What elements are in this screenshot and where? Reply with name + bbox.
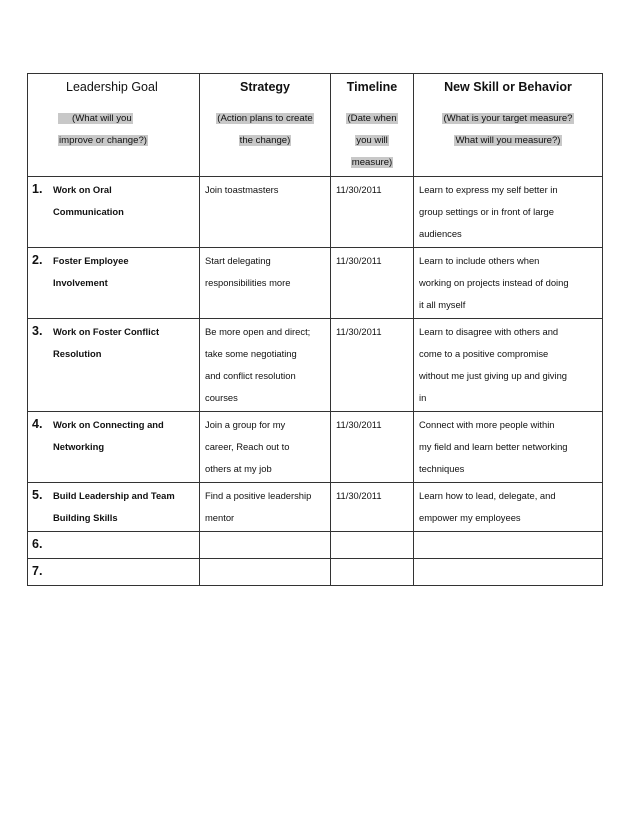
timeline-cell	[331, 483, 414, 532]
skill-text: working on projects instead of doing	[419, 277, 569, 288]
table-row	[28, 248, 603, 319]
header-goal-title: Leadership Goal	[66, 80, 158, 94]
goal-text: Resolution	[53, 348, 102, 359]
header-skill-title: New Skill or Behavior	[444, 80, 572, 94]
goal-text: Work on Oral	[53, 184, 112, 195]
header-goal-sub1: (What will you	[58, 113, 133, 124]
goal-cell	[28, 319, 200, 412]
strategy-text: Be more open and direct;	[205, 326, 311, 337]
goal-cell	[28, 532, 200, 559]
row-number: 1.	[32, 182, 43, 196]
skill-text: audiences	[419, 228, 462, 239]
header-goal-sub2: improve or change?)	[59, 135, 147, 146]
strategy-text: responsibilities more	[205, 277, 291, 288]
row-number: 4.	[32, 417, 43, 431]
strategy-cell	[200, 412, 331, 483]
skill-cell	[414, 319, 603, 412]
row-number: 3.	[32, 324, 43, 338]
goal-text: Involvement	[53, 277, 108, 288]
skill-cell	[414, 177, 603, 248]
timeline-date: 11/30/2011	[336, 326, 382, 337]
skill-text: empower my employees	[419, 512, 521, 523]
goal-cell	[28, 248, 200, 319]
table-row	[28, 412, 603, 483]
strategy-text: Start delegating	[205, 255, 271, 266]
row-number: 7.	[32, 564, 43, 578]
skill-text: techniques	[419, 463, 465, 474]
strategy-text: career, Reach out to	[205, 441, 290, 452]
strategy-cell	[200, 559, 331, 586]
strategy-cell	[200, 177, 331, 248]
skill-text: it all myself	[419, 299, 466, 310]
skill-cell	[414, 412, 603, 483]
skill-text: group settings or in front of large	[419, 206, 554, 217]
timeline-date: 11/30/2011	[336, 184, 382, 195]
goal-cell	[28, 177, 200, 248]
strategy-cell	[200, 532, 331, 559]
table-row	[28, 532, 603, 559]
skill-text: my field and learn better networking	[419, 441, 568, 452]
header-new-skill	[414, 74, 603, 177]
strategy-text: Join toastmasters	[205, 184, 279, 195]
leadership-plan-table	[27, 73, 603, 586]
skill-cell	[414, 532, 603, 559]
skill-cell	[414, 248, 603, 319]
header-timeline-sub2: you will	[356, 135, 388, 146]
row-number: 2.	[32, 253, 43, 267]
goal-text: Work on Connecting and	[53, 419, 164, 430]
header-row	[28, 74, 603, 177]
strategy-text: mentor	[205, 512, 235, 523]
strategy-cell	[200, 319, 331, 412]
header-timeline-sub1: (Date when	[347, 113, 397, 124]
goal-text: Build Leadership and Team	[53, 490, 175, 501]
row-number: 5.	[32, 488, 43, 502]
header-strategy-sub2: the change)	[239, 135, 291, 146]
strategy-text: Join a group for my	[205, 419, 286, 430]
skill-text: Learn to express my self better in	[419, 184, 558, 195]
header-leadership-goal	[28, 74, 200, 177]
skill-text: Learn how to lead, delegate, and	[419, 490, 556, 501]
row-number: 6.	[32, 537, 43, 551]
timeline-cell	[331, 559, 414, 586]
timeline-date: 11/30/2011	[336, 255, 382, 266]
header-skill-sub1: (What is your target measure?	[443, 113, 573, 124]
table-row	[28, 177, 603, 248]
strategy-text: take some negotiating	[205, 348, 297, 359]
goal-cell	[28, 559, 200, 586]
timeline-cell	[331, 532, 414, 559]
header-timeline-sub3: measure)	[351, 157, 393, 168]
goal-text: Communication	[53, 206, 124, 217]
goal-cell	[28, 483, 200, 532]
strategy-text: and conflict resolution	[205, 370, 296, 381]
skill-text: Learn to disagree with others and	[419, 326, 559, 337]
strategy-text: others at my job	[205, 463, 272, 474]
header-strategy-title: Strategy	[239, 80, 291, 94]
table-body	[28, 177, 603, 586]
table-row	[28, 483, 603, 532]
goal-cell	[28, 412, 200, 483]
strategy-cell	[200, 483, 331, 532]
skill-text: Connect with more people within	[419, 419, 555, 430]
timeline-cell	[331, 248, 414, 319]
header-strategy-sub1: (Action plans to create	[217, 113, 313, 124]
strategy-text: Find a positive leadership	[205, 490, 312, 501]
skill-text: in	[419, 392, 427, 403]
timeline-date: 11/30/2011	[336, 490, 382, 501]
goal-text: Networking	[53, 441, 105, 452]
timeline-date: 11/30/2011	[336, 419, 382, 430]
timeline-cell	[331, 319, 414, 412]
skill-text: Learn to include others when	[419, 255, 540, 266]
table-row	[28, 319, 603, 412]
strategy-cell	[200, 248, 331, 319]
strategy-text: courses	[205, 392, 238, 403]
skill-cell	[414, 559, 603, 586]
skill-text: come to a positive compromise	[419, 348, 549, 359]
header-timeline-title: Timeline	[346, 80, 398, 94]
timeline-cell	[331, 177, 414, 248]
header-skill-sub2: What will you measure?)	[455, 135, 561, 146]
skill-cell	[414, 483, 603, 532]
header-strategy	[200, 74, 331, 177]
goal-text: Building Skills	[53, 512, 118, 523]
goal-text: Work on Foster Conflict	[53, 326, 160, 337]
header-timeline	[331, 74, 414, 177]
timeline-cell	[331, 412, 414, 483]
goal-text: Foster Employee	[53, 255, 129, 266]
table-row	[28, 559, 603, 586]
skill-text: without me just giving up and giving	[419, 370, 568, 381]
